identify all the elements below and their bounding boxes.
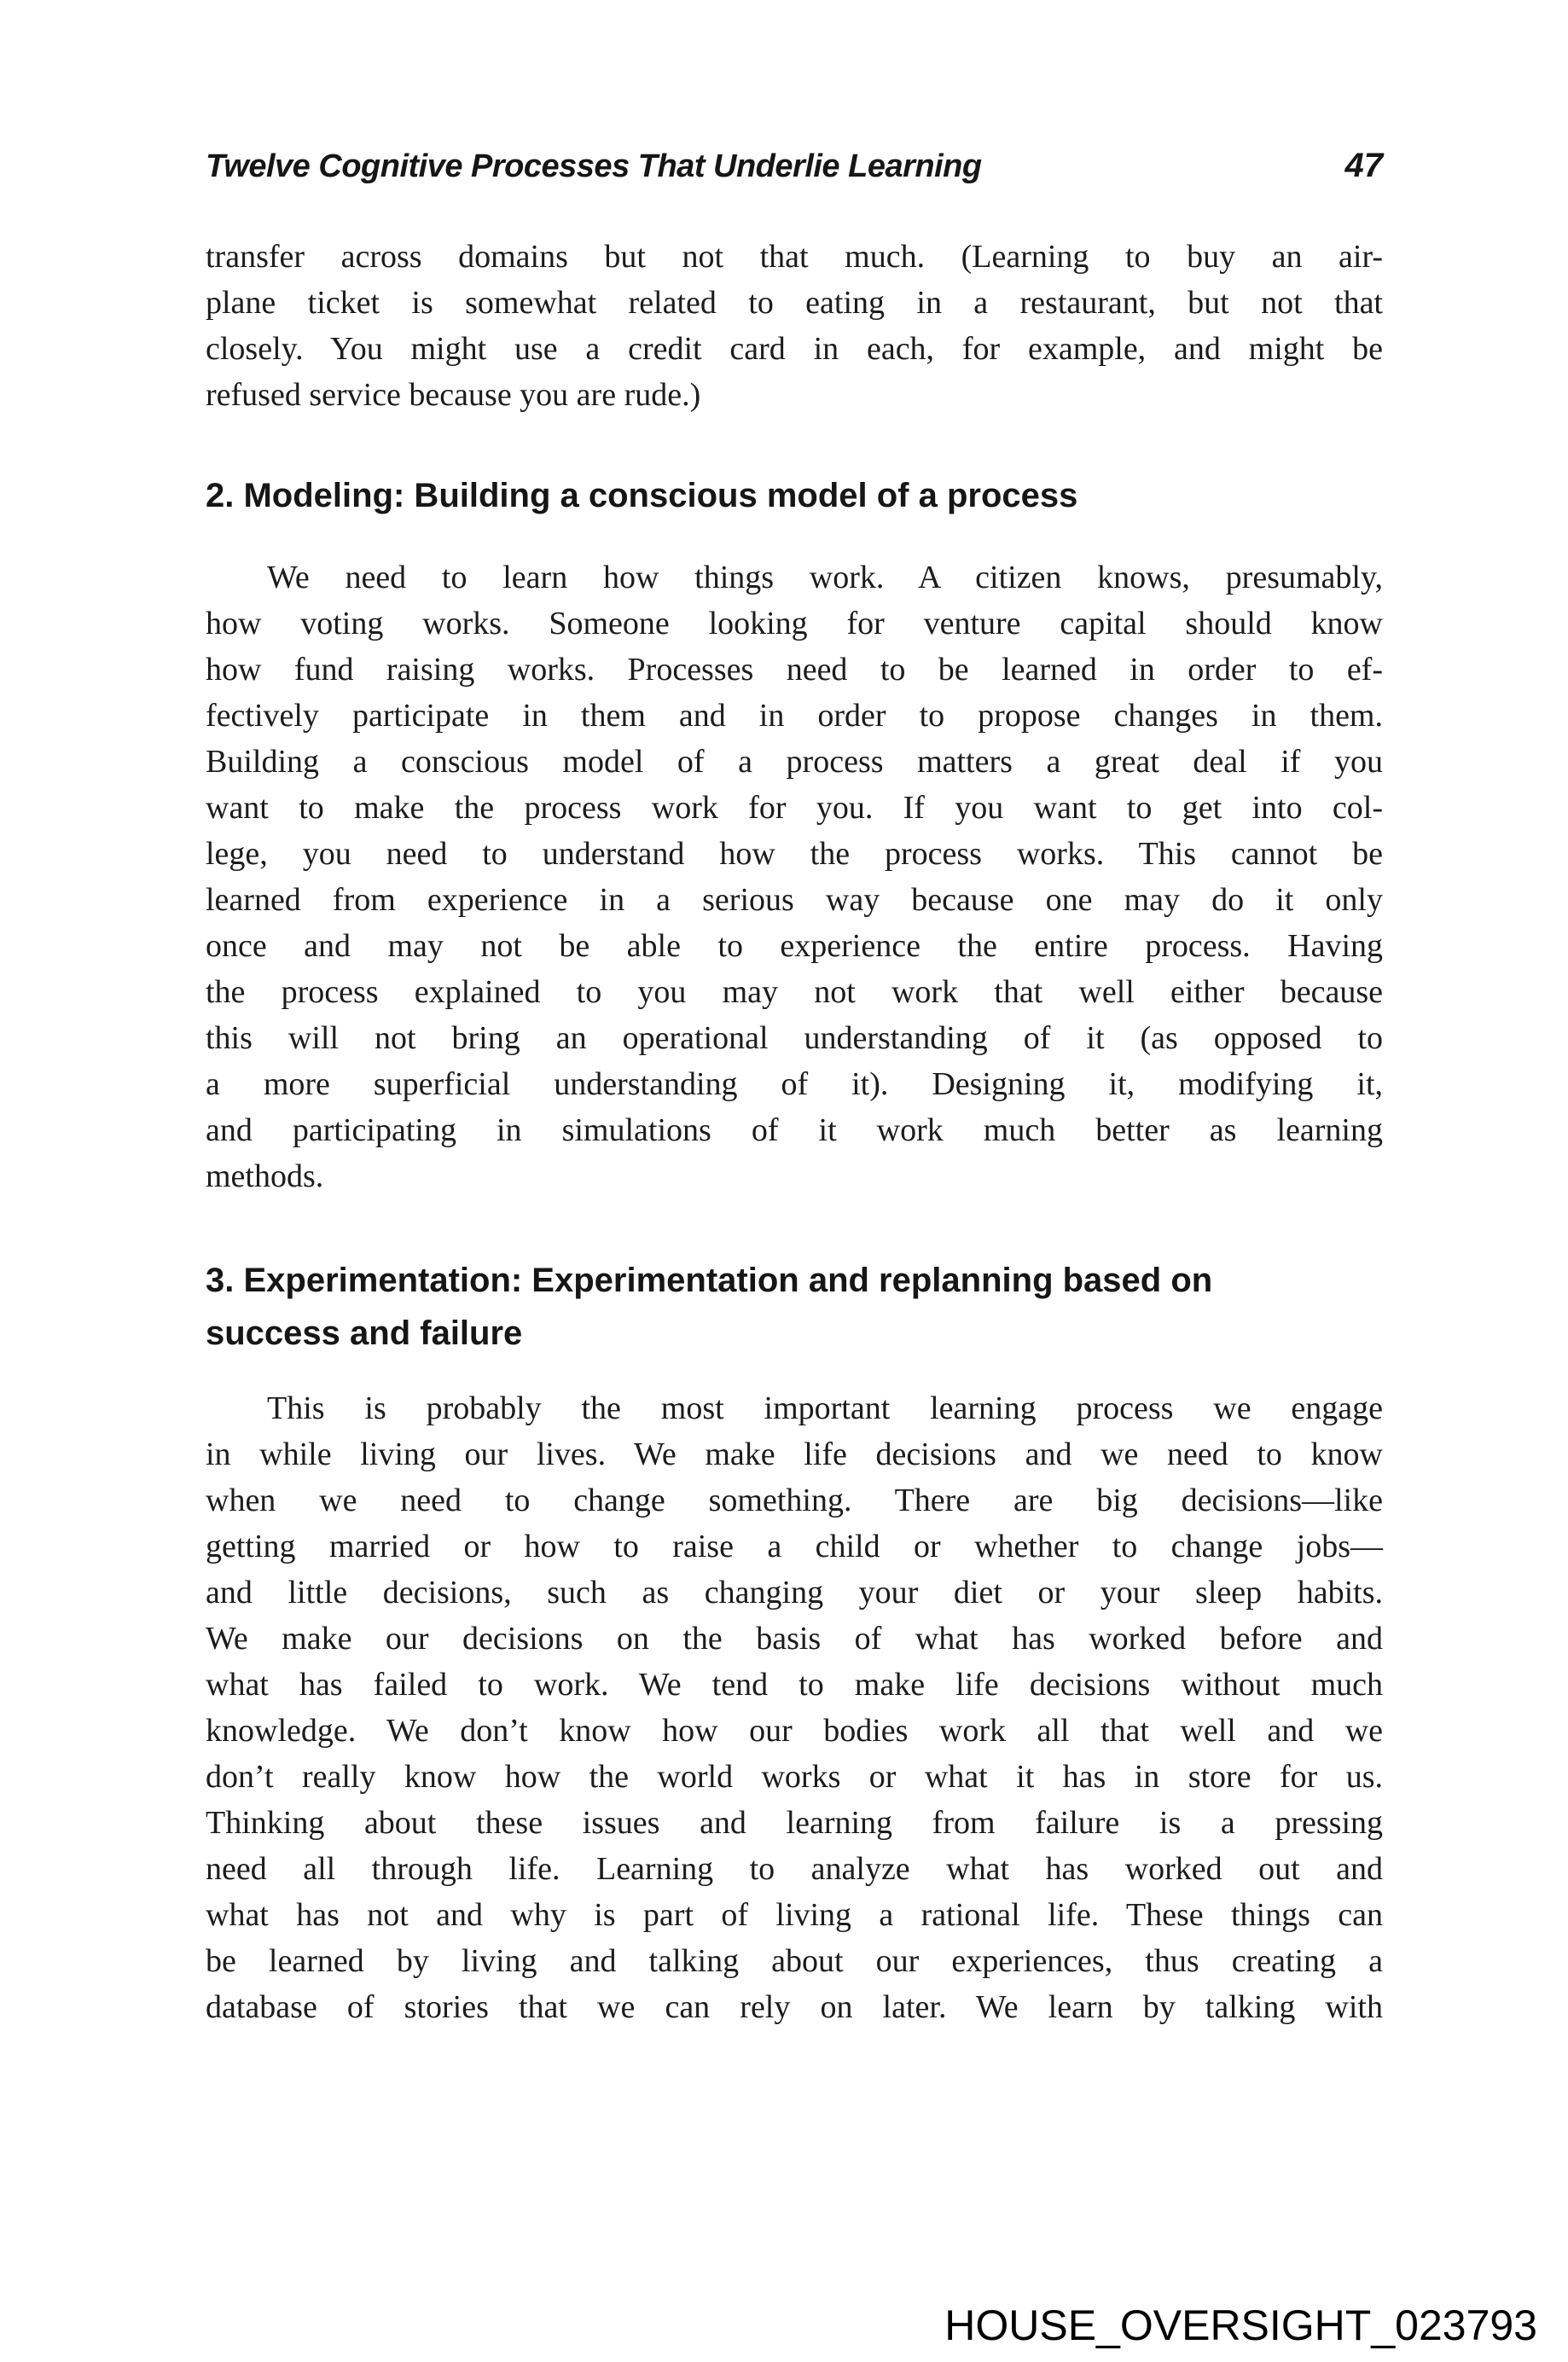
text-line: lege, you need to understand how the process works. This cannot be — [206, 836, 1383, 872]
body-paragraph-2 — [206, 554, 1383, 1199]
text-line: Thinking about these issues and learning from failure is a pressing — [206, 1805, 1383, 1841]
text-line: this will not bring an operational understanding of it (as opposed to — [206, 1020, 1383, 1056]
text-line: when we need to change something. There are big decisions—like — [206, 1483, 1383, 1518]
text-line: what has not and why is part of living a rational life. These things can — [206, 1897, 1383, 1933]
body-paragraph-1 — [206, 234, 1383, 418]
text-line: success and failure — [206, 1314, 523, 1352]
text-line: and little decisions, such as changing your diet or your sleep habits. — [206, 1575, 1383, 1610]
text-line: We need to learn how things work. A citizen knows, presumably, — [267, 560, 1383, 595]
text-line: what has failed to work. We tend to make life decisions without much — [206, 1667, 1383, 1703]
text-line: fectively participate in them and in order to propose changes in them. — [206, 698, 1383, 734]
text-line: want to make the process work for you. If you want to get into col- — [206, 790, 1383, 826]
text-line: plane ticket is somewhat related to eating in a restaurant, but not that — [206, 285, 1383, 321]
body-paragraph-3 — [206, 1385, 1383, 2030]
text-line: refused service because you are rude.) — [206, 377, 701, 413]
text-line: be learned by living and talking about our experiences, thus creating a — [206, 1943, 1383, 1979]
text-line: closely. You might use a credit card in each, for example, and might be — [206, 331, 1383, 367]
text-line: don’t really know how the world works or what it has in store for us. — [206, 1759, 1383, 1795]
text-line: This is probably the most important learning process we engage — [267, 1390, 1383, 1426]
text-line: how fund raising works. Processes need to be learned in order to ef- — [206, 652, 1383, 688]
text-line: how voting works. Someone looking for venture capital should know — [206, 606, 1383, 641]
text-line: knowledge. We don’t know how our bodies work all that well and we — [206, 1713, 1383, 1749]
text-line: database of stories that we can rely on later. We learn by talking with — [206, 1989, 1383, 2025]
text-line: 3. Experimentation: Experimentation and replanning based on — [206, 1262, 1213, 1299]
text-line: 2. Modeling: Building a conscious model of a process — [206, 477, 1078, 514]
text-line: once and may not be able to experience the entire process. Having — [206, 928, 1383, 964]
text-line: methods. — [206, 1158, 324, 1194]
text-line: transfer across domains but not that much. (Learning to buy an air- — [206, 239, 1383, 275]
bates-stamp: HOUSE_OVERSIGHT_023793 — [944, 2301, 1537, 2349]
section-heading-3 — [206, 1254, 1391, 1360]
text-line: learned from experience in a serious way because one may do it only — [206, 882, 1383, 918]
text-line: We make our decisions on the basis of what has worked before and — [206, 1621, 1383, 1657]
text-line: a more superficial understanding of it). Designing it, modifying it, — [206, 1066, 1383, 1102]
text-line: Building a conscious model of a process matters a great deal if you — [206, 744, 1383, 780]
running-header-title: Twelve Cognitive Processes That Underlie Learning — [206, 148, 982, 184]
text-line: the process explained to you may not work that well either because — [206, 974, 1383, 1010]
text-line: and participating in simulations of it work much better as learning — [206, 1112, 1383, 1148]
page-number: 47 — [1344, 147, 1383, 184]
text-line: getting married or how to raise a child or whether to change jobs— — [206, 1529, 1383, 1564]
section-heading-2 — [206, 469, 1391, 522]
running-header — [206, 147, 1383, 185]
text-line: in while living our lives. We make life decisions and we need to know — [206, 1436, 1383, 1472]
text-line: need all through life. Learning to analyze what has worked out and — [206, 1851, 1383, 1887]
